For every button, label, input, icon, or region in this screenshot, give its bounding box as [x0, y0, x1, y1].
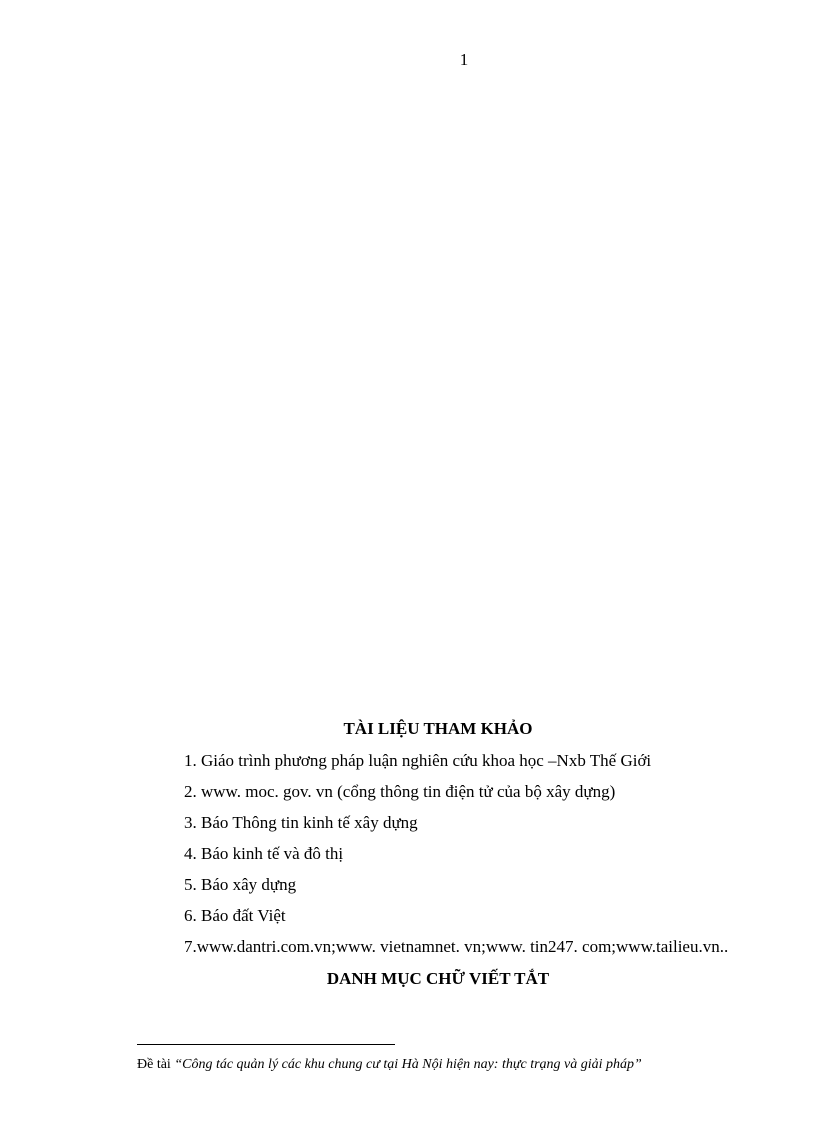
references-section [137, 717, 739, 991]
reference-item: 6. Báo đất Việt [184, 906, 286, 925]
page-number: 1 [459, 50, 469, 69]
footnote [137, 1057, 642, 1073]
reference-item: 3. Báo Thông tin kinh tế xây dựng [184, 813, 418, 832]
footnote-title: “Công tác quản lý các khu chung cư tại Hà Nội hiện nay: thực trạng và giải pháp” [174, 1057, 642, 1072]
references-heading: TÀI LIỆU THAM KHẢO [343, 719, 533, 738]
reference-item: 4. Báo kinh tế và đô thị [184, 844, 344, 863]
reference-item: 2. www. moc. gov. vn (cổng thông tin điện tử của bộ xây dựng) [184, 782, 616, 801]
reference-item: 1. Giáo trình phương pháp luận nghiên cứu khoa học –Nxb Thế Giới [184, 751, 652, 770]
reference-item: 5. Báo xây dựng [184, 875, 297, 894]
footnote-prefix: Đề tài [137, 1057, 175, 1072]
abbreviations-heading: DANH MỤC CHỮ VIẾT TẮT [326, 969, 550, 988]
reference-item-websites: 7.www.dantri.com.vn;www. vietnamnet. vn;www. tin247. com;www.tailieu.vn.. [184, 937, 729, 956]
footnote-divider [137, 1044, 395, 1045]
